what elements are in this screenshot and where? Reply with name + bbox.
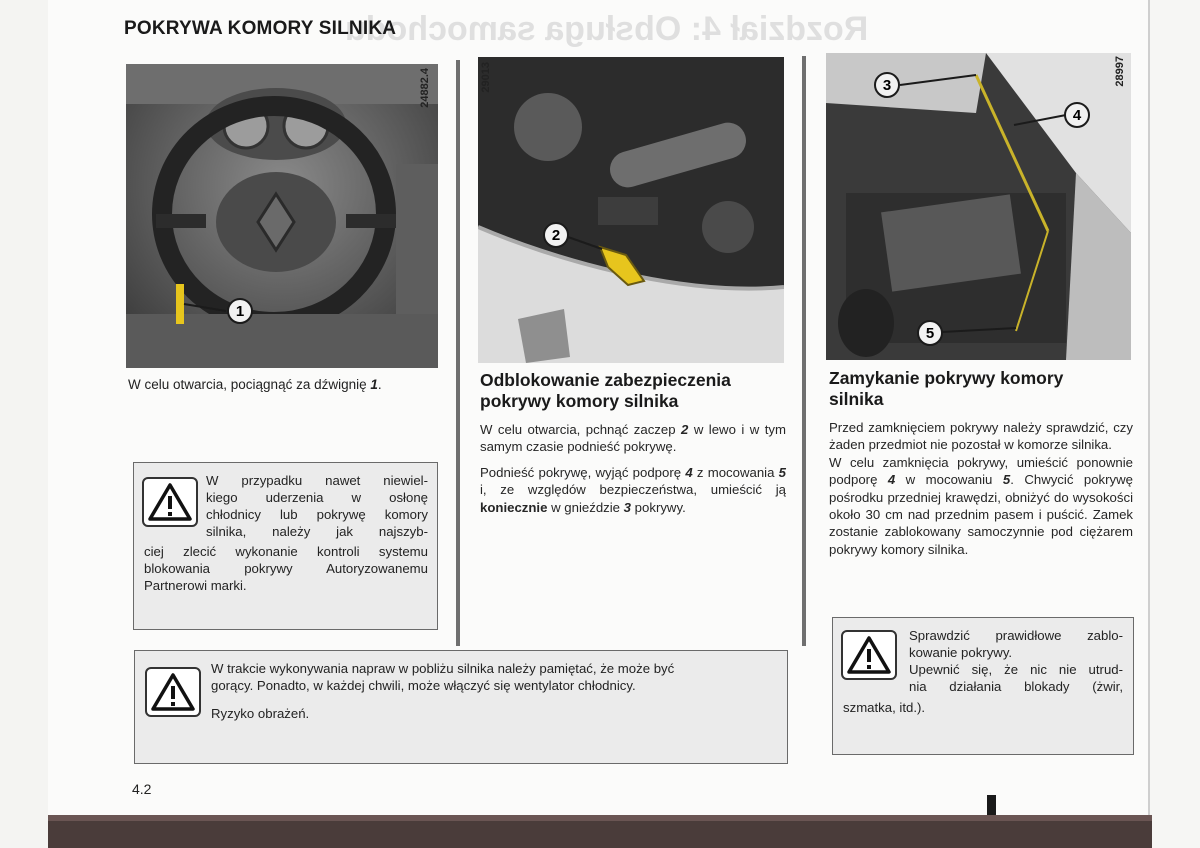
callout-1: 1 [235, 303, 245, 320]
warning-box-lock-check [832, 617, 1134, 755]
callout-3: 3 [882, 77, 892, 94]
print-mark [987, 795, 996, 815]
photo-hood-latch [478, 57, 784, 363]
warning-impact-line: W przypadku nawet niewiel- [206, 473, 428, 488]
warning-lock-line: Sprawdzić prawidłowe zablo- [909, 628, 1123, 643]
photo-open-hood [826, 53, 1131, 360]
warning-box-impact [133, 462, 438, 630]
paragraph-unlock-open: W celu otwarcia, pchnąć zaczep 2 w lewo i w tym samym czasie podnieść pokrywę. [480, 422, 786, 455]
callout-4: 4 [1072, 107, 1082, 124]
callout-5: 5 [925, 325, 935, 342]
photo-steering-wheel [126, 64, 438, 368]
warning-lock-line: kowanie pokrywy. [909, 645, 1013, 660]
warning-lock-line: nia działania blokady (żwir, [909, 679, 1123, 694]
scan-left-margin [0, 0, 48, 848]
ref-1: 1 [370, 377, 378, 392]
warning-impact-line: ciej zlecić wykonanie kontroli systemu [144, 544, 428, 559]
scan-bottom-background [48, 815, 1152, 848]
column-separator-1 [456, 60, 460, 646]
paragraph-support-rod: Podnieść pokrywę, wyjąć podporę 4 z mocowania 5 i, ze względów bezpieczeństwa, umieścić ją koniecznie w gnieździe 3 pokrywy. [480, 465, 786, 515]
warning-hot-engine-line-2: gorący. Ponadto, w każdej chwili, może włączyć się wentylator chłodnicy. [211, 678, 636, 693]
callout-2: 2 [551, 227, 561, 244]
warning-impact-line: blokowania pokrywy Autoryzowanemu [144, 561, 428, 576]
warning-impact-line: Partnerowi marki. [144, 578, 247, 593]
warning-hot-engine-line-3: Ryzyko obrażeń. [211, 706, 310, 721]
photo-code-2: 29013 [480, 62, 492, 93]
ref-5: 5 [778, 465, 786, 480]
warning-hot-engine-line-1: W trakcie wykonywania napraw w pobliżu silnika należy pamiętać, że może być [211, 661, 675, 676]
warning-lock-line: szmatka, itd.). [843, 700, 926, 715]
warning-triangle-icon [142, 477, 198, 527]
photo-code-3: 28997 [1114, 56, 1126, 87]
heading-closing: Zamykanie pokrywy komory silnika [829, 368, 1064, 409]
column-separator-2 [802, 56, 806, 646]
warning-impact-line: silnika, należy jak najszyb- [206, 524, 428, 539]
warning-triangle-icon [841, 630, 897, 680]
heading-unlock: Odblokowanie zabezpieczenia pokrywy komory silnika [480, 370, 731, 411]
ref-4: 4 [685, 465, 693, 480]
page-title: POKRYWA KOMORY SILNIKA [124, 18, 397, 39]
ref-3: 3 [623, 499, 632, 515]
show-through-header: Rozdział 4: Obsługa samochodu [345, 10, 869, 48]
warning-lock-line: Upewnić się, że nic nie utrud- [909, 662, 1123, 677]
warning-box-hot-engine [134, 650, 788, 764]
ref-2: 2 [681, 422, 689, 437]
ref-5b: 5 [1002, 472, 1011, 488]
caption-open-lever: W celu otwarcia, pociągnąć za dźwignię 1. [128, 377, 382, 392]
paragraph-closing: Przed zamknięciem pokrywy należy sprawdzić, czy żaden przedmiot nie pozostał w komorze silnika. W celu zamknięcia pokrywy, umieścić ponownie podporę 4 w mocowaniu 5. Chwycić pokrywę pośrodku przedniej krawędzi, obniżyć do wysokości około 30 cm nad przednim pasem i puścić. Zamek zostanie zablokowany samoczynnie pod ciężarem pokrywy komory silnika. [829, 420, 1133, 557]
scan-right-page-edge [1148, 0, 1200, 848]
warning-impact-line: chłodnicy lub pokrywę komory [206, 507, 428, 522]
warning-impact-line: kiego uderzenia w osłonę [206, 490, 428, 505]
photo-code-1: 24882.4 [419, 68, 431, 108]
page-number: 4.2 [132, 781, 152, 797]
emphasis-koniecznie: koniecznie [480, 499, 548, 515]
warning-triangle-icon [145, 667, 201, 717]
ref-4b: 4 [887, 472, 896, 488]
